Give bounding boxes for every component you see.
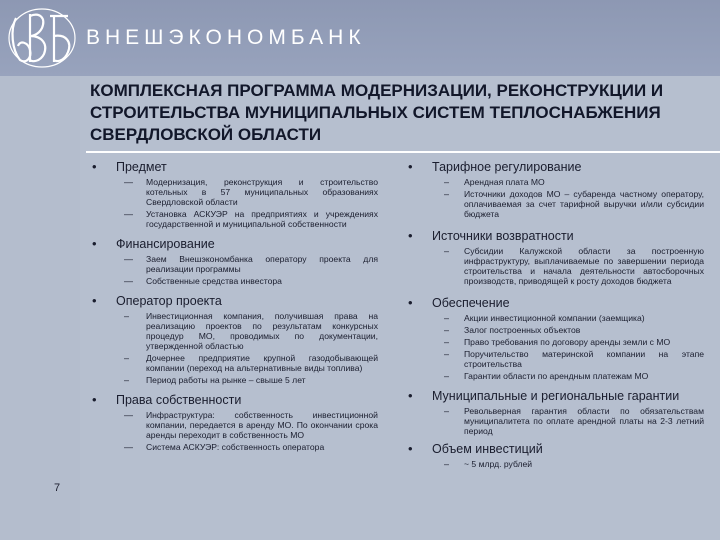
list-item-text: ~ 5 млрд. рублей [464, 459, 533, 469]
bullet-icon: • [92, 392, 97, 407]
dash-marker: – [444, 459, 450, 469]
section-heading [84, 294, 382, 309]
list-item-text: Установка АСКУЭР на предприятиях и учреждениях государственной и муниципальной собственности [146, 209, 378, 229]
dash-marker: – [124, 311, 130, 321]
bullet-icon: • [92, 159, 97, 174]
dash-marker: — [124, 442, 133, 452]
section-heading-label: Муниципальные и региональные гарантии [432, 389, 680, 403]
list-item-text: Заем Внешэкономбанка оператору проекта для реализации программы [146, 254, 378, 274]
list-item-text: Залог построенных объектов [464, 325, 581, 335]
list-item [84, 353, 382, 373]
list-item [400, 246, 706, 286]
list-item-text: Период работы на рынке – свыше 5 лет [146, 375, 306, 385]
sub-list [400, 246, 706, 286]
bank-name: ВНЕШЭКОНОМБАНК [86, 26, 366, 49]
list-item [84, 442, 382, 452]
sub-list [84, 410, 382, 452]
sub-list [400, 313, 706, 381]
list-item-text: Поручительство материнской компании на этапе строительства [464, 349, 704, 369]
list-item [400, 313, 706, 323]
dash-marker: — [124, 276, 133, 286]
list-item [84, 311, 382, 351]
section-3 [84, 393, 382, 452]
list-item-text: Гарантии области по арендным платежам МО [464, 371, 649, 381]
dash-marker: – [444, 349, 450, 359]
section-heading [84, 393, 382, 408]
section-2 [84, 294, 382, 385]
list-item [400, 371, 706, 381]
bullet-icon: • [408, 388, 413, 403]
dash-marker: – [444, 371, 450, 381]
dash-marker: – [124, 375, 130, 385]
dash-marker: – [444, 246, 450, 256]
sub-list [400, 459, 706, 469]
list-item-text: Собственные средства инвестора [146, 276, 282, 286]
section-heading-label: Предмет [116, 160, 167, 174]
sub-list [400, 406, 706, 436]
list-item [84, 375, 382, 385]
section-heading [400, 229, 706, 244]
section-heading [84, 237, 382, 252]
bullet-icon: • [408, 441, 413, 456]
section-heading-label: Источники возвратности [432, 229, 574, 243]
header-band [0, 0, 720, 76]
dash-marker: — [124, 410, 133, 420]
page-number: 7 [54, 482, 61, 494]
list-item-text: Инвестиционная компания, получившая права на реализацию проектов по результатам конкурсных процедур МО, проводимых по документации, утвержденной областью [146, 311, 378, 351]
list-item [84, 276, 382, 286]
list-item-text: Инфраструктура: собственность инвестиционной компании, передается в аренду МО. По окончании срока аренды переходит в собственность МО [146, 410, 378, 440]
sub-list [84, 177, 382, 229]
list-item [400, 177, 706, 187]
dash-marker: – [444, 325, 450, 335]
dash-marker: – [444, 313, 450, 323]
bullet-icon: • [408, 228, 413, 243]
sub-list [84, 254, 382, 286]
title-divider [86, 151, 720, 153]
dash-marker: – [444, 337, 450, 347]
list-item-text: Источники доходов МО – субаренда частному оператору, оплачиваемая за счет тарифной выручки и/или субсидии бюджета [464, 189, 704, 219]
list-item-text: Револьверная гарантия области по обязательствам муниципалитета по оплате арендной платы на 2-3 летний период [464, 406, 704, 436]
section-heading-label: Тарифное регулирование [432, 160, 582, 174]
dash-marker: – [124, 353, 130, 363]
list-item-text: Модернизация, реконструкция и строительство котельных в 57 муниципальных образованиях Свердловской области [146, 177, 378, 207]
sub-list [400, 177, 706, 219]
left-gutter [0, 76, 80, 540]
list-item [400, 337, 706, 347]
dash-marker: — [124, 254, 133, 264]
dash-marker: – [444, 406, 450, 416]
dash-marker: — [124, 209, 133, 219]
list-item [84, 177, 382, 207]
list-item [400, 189, 706, 219]
slide-title: КОМПЛЕКСНАЯ ПРОГРАММА МОДЕРНИЗАЦИИ, РЕКОНСТРУКЦИИ И СТРОИТЕЛЬСТВА МУНИЦИПАЛЬНЫХ СИСТЕМ ТЕПЛОСНАБЖЕНИЯ СВЕРДЛОВСКОЙ ОБЛАСТИ [90, 81, 664, 144]
section-heading [400, 160, 706, 175]
list-item-text: Арендная плата МО [464, 177, 545, 187]
section-heading-label: Обеспечение [432, 296, 510, 310]
left-column [84, 160, 382, 454]
list-item-text: Субсидии Калужской области за построенную инфраструктуру, выплачиваемые по завершении периода строительства и начала деятельности автосборочных производств, приводящей к росту доходов бюджета [464, 246, 704, 286]
section-heading [400, 389, 706, 404]
list-item [84, 209, 382, 229]
right-column [400, 160, 706, 471]
section-heading-label: Оператор проекта [116, 294, 222, 308]
sub-list [84, 311, 382, 385]
list-item [400, 325, 706, 335]
section-heading-label: Финансирование [116, 237, 215, 251]
list-item-text: Система АСКУЭР: собственность оператора [146, 442, 325, 452]
section-2 [400, 296, 706, 381]
section-0 [400, 160, 706, 219]
bullet-icon: • [92, 236, 97, 251]
dash-marker: – [444, 189, 450, 199]
section-heading-label: Объем инвестиций [432, 442, 543, 456]
section-1 [84, 237, 382, 286]
list-item [400, 349, 706, 369]
list-item [400, 459, 706, 469]
list-item-text: Дочернее предприятие крупной газодобывающей компании (переход на альтернативные виды топлива) [146, 353, 378, 373]
bullet-icon: • [408, 295, 413, 310]
section-4 [400, 442, 706, 469]
dash-marker: – [444, 177, 450, 187]
section-heading [400, 296, 706, 311]
section-0 [84, 160, 382, 229]
veb-logo-icon [6, 6, 78, 70]
list-item [400, 406, 706, 436]
list-item-text: Право требования по договору аренды земли с МО [464, 337, 671, 347]
section-heading [400, 442, 706, 457]
dash-marker: — [124, 177, 133, 187]
section-3 [400, 389, 706, 436]
bullet-icon: • [92, 293, 97, 308]
list-item [84, 254, 382, 274]
section-heading [84, 160, 382, 175]
section-1 [400, 229, 706, 286]
list-item-text: Акции инвестиционной компании (заемщика) [464, 313, 645, 323]
bullet-icon: • [408, 159, 413, 174]
section-heading-label: Права собственности [116, 393, 242, 407]
list-item [84, 410, 382, 440]
